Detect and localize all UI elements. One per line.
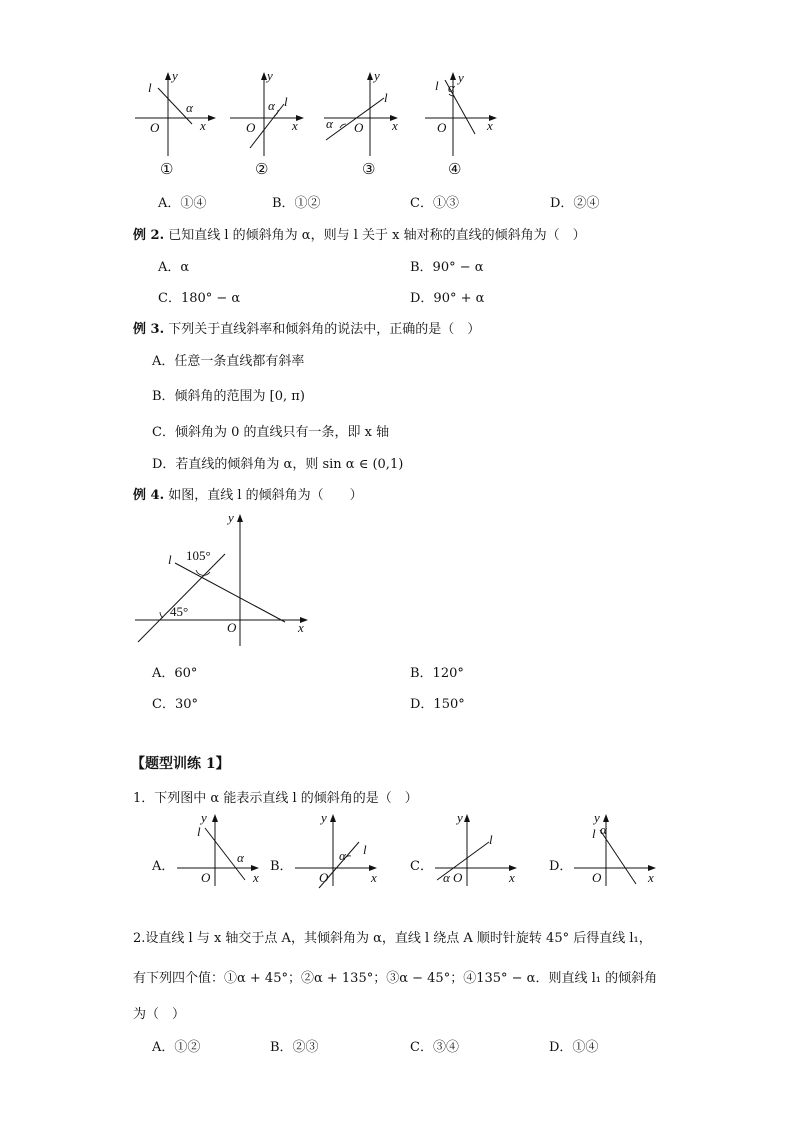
svg-text:y: y — [457, 810, 463, 825]
svg-text:y: y — [267, 68, 273, 83]
ex2-option-b[interactable]: B．90° − α — [410, 260, 484, 275]
svg-text:y: y — [172, 68, 178, 83]
svg-text:α: α — [186, 100, 193, 115]
svg-text:y: y — [374, 68, 380, 83]
figure-2 — [228, 68, 318, 158]
ex1-option-c[interactable]: C．①③ — [410, 196, 459, 211]
ex4-text: 如图，直线 l 的倾斜角为（ ） — [168, 488, 363, 503]
svg-text:l: l — [197, 824, 201, 839]
ex1-option-d[interactable]: D．②④ — [550, 196, 600, 211]
svg-text:x: x — [509, 870, 515, 885]
ex2-option-d[interactable]: D．90° + α — [410, 291, 485, 306]
svg-text:O: O — [354, 120, 364, 135]
q1-option-c-label[interactable]: C． — [410, 859, 433, 874]
svg-text:x: x — [253, 870, 259, 885]
ex4-prefix: 例 4. — [133, 488, 165, 503]
svg-text:α: α — [448, 80, 455, 95]
ex4-question — [133, 484, 363, 503]
q2-option-a[interactable]: A．①② — [152, 1040, 201, 1055]
q2-option-d[interactable]: D．①④ — [549, 1040, 599, 1055]
svg-text:O: O — [227, 620, 237, 635]
svg-text:l: l — [592, 826, 596, 841]
svg-text:l: l — [148, 80, 152, 95]
q2-option-b[interactable]: B．②③ — [270, 1040, 319, 1055]
ex4-option-b[interactable]: B．120° — [410, 666, 464, 681]
training-q2-line1: 2.设直线 l 与 x 轴交于点 A，其倾斜角为 α，直线 l 绕点 A 顺时针旋转 45° 后得直线 l₁， — [133, 931, 652, 946]
svg-text:O: O — [592, 870, 602, 885]
figure-label-3: ③ — [362, 160, 376, 178]
ex3-question — [133, 318, 480, 337]
q1-option-b-label[interactable]: B． — [270, 859, 293, 874]
svg-text:l: l — [284, 94, 288, 109]
svg-text:l: l — [363, 842, 367, 857]
svg-text:105°: 105° — [186, 548, 211, 563]
svg-text:y: y — [594, 810, 600, 825]
svg-text:y: y — [228, 510, 234, 525]
q1-option-c-figure[interactable] — [433, 812, 523, 887]
svg-text:x: x — [392, 118, 398, 133]
training-q2-line2: 有下列四个值：①α + 45°；②α + 135°；③α − 45°；④135° − α．则直线 l₁ 的倾斜角 — [133, 971, 658, 986]
svg-text:x: x — [648, 870, 654, 885]
svg-text:α: α — [600, 822, 607, 837]
figure-3 — [322, 68, 412, 158]
ex1-option-b[interactable]: B．①② — [272, 196, 321, 211]
svg-text:x: x — [200, 118, 206, 133]
svg-text:O: O — [150, 120, 160, 135]
ex3-option-b[interactable]: B．倾斜角的范围为 [0, π) — [152, 389, 305, 404]
ex3-prefix: 例 3. — [133, 322, 165, 337]
ex2-option-a[interactable]: A．α — [158, 260, 190, 275]
ex2-question — [133, 224, 586, 243]
ex3-option-d[interactable]: D．若直线的倾斜角为 α，则 sin α ∈ (0,1) — [152, 457, 404, 472]
figure-4 — [423, 68, 513, 158]
svg-text:α: α — [237, 850, 244, 865]
svg-text:O: O — [201, 870, 211, 885]
svg-text:α: α — [268, 98, 275, 113]
q1-option-a-figure[interactable] — [175, 812, 265, 887]
svg-text:y: y — [201, 810, 207, 825]
ex4-figure — [130, 508, 320, 648]
svg-text:x: x — [292, 118, 298, 133]
q2-option-c[interactable]: C．③④ — [410, 1040, 459, 1055]
svg-text:x: x — [487, 118, 493, 133]
svg-text:l: l — [384, 90, 388, 105]
ex2-text: 已知直线 l 的倾斜角为 α，则与 l 关于 x 轴对称的直线的倾斜角为（ ） — [168, 228, 586, 243]
figure-label-1: ① — [160, 160, 174, 178]
svg-text:O: O — [453, 870, 463, 885]
ex1-option-a[interactable]: A．①④ — [158, 196, 207, 211]
ex3-option-a[interactable]: A．任意一条直线都有斜率 — [152, 354, 305, 369]
ex4-option-c[interactable]: C．30° — [152, 697, 198, 712]
svg-text:O: O — [319, 870, 329, 885]
q1-option-d-figure[interactable] — [572, 812, 662, 887]
figure-1 — [130, 68, 220, 158]
figure-label-2: ② — [255, 160, 269, 178]
ex4-option-d[interactable]: D．150° — [410, 697, 465, 712]
svg-text:y: y — [458, 70, 464, 85]
q1-option-d-label[interactable]: D． — [549, 859, 573, 874]
svg-text:l: l — [168, 552, 172, 567]
svg-text:x: x — [371, 870, 377, 885]
svg-text:α: α — [339, 848, 346, 863]
ex2-prefix: 例 2. — [133, 228, 165, 243]
svg-text:l: l — [489, 832, 493, 847]
svg-text:α: α — [443, 870, 450, 885]
svg-text:O: O — [437, 120, 447, 135]
svg-text:α: α — [326, 116, 333, 131]
svg-text:l: l — [435, 78, 439, 93]
training-title: 【题型训练 1】 — [131, 756, 230, 772]
training-q2-line3: 为（ ） — [133, 1007, 186, 1022]
q1-option-b-figure[interactable] — [293, 812, 383, 887]
svg-text:45°: 45° — [170, 604, 189, 619]
figure-label-4: ④ — [448, 160, 462, 178]
ex2-option-c[interactable]: C．180° − α — [158, 291, 241, 306]
svg-text:O: O — [246, 120, 256, 135]
ex4-option-a[interactable]: A．60° — [152, 666, 198, 681]
ex3-option-c[interactable]: C．倾斜角为 0 的直线只有一条，即 x 轴 — [152, 425, 390, 440]
training-q1: 1．下列图中 α 能表示直线 l 的倾斜角的是（ ） — [133, 791, 418, 806]
svg-text:y: y — [321, 810, 327, 825]
svg-text:x: x — [298, 620, 304, 635]
ex3-text: 下列关于直线斜率和倾斜角的说法中，正确的是（ ） — [168, 322, 481, 337]
q1-option-a-label[interactable]: A． — [152, 859, 175, 874]
